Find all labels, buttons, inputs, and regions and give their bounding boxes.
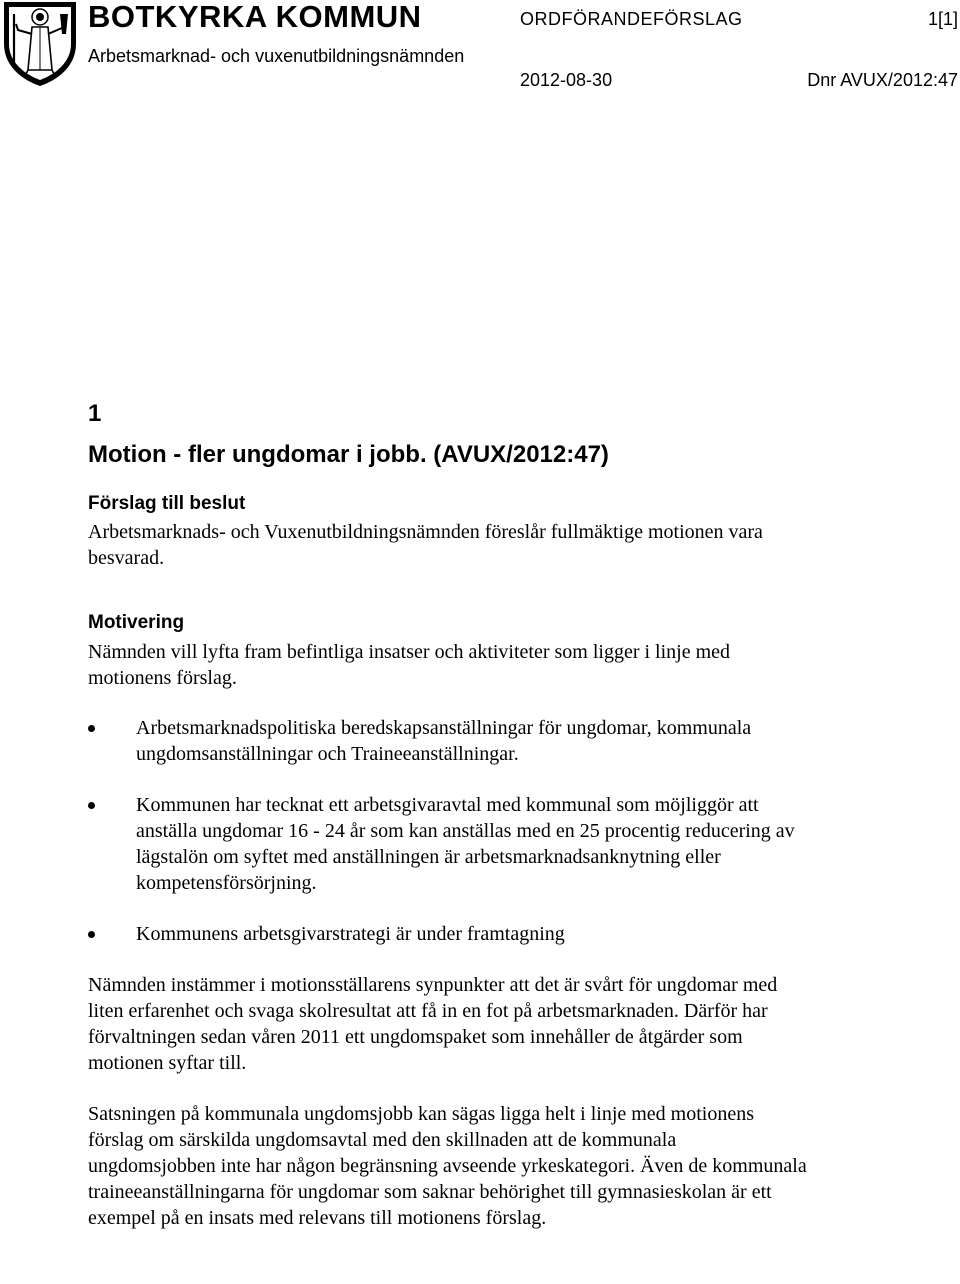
page-number: 1[1] xyxy=(927,9,958,29)
document-type: ORDFÖRANDEFÖRSLAG xyxy=(520,9,743,29)
item-title: Motion - fler ungdomar i jobb. (AVUX/2012:47) xyxy=(88,441,609,468)
item-number: 1 xyxy=(88,400,102,427)
org-name: BOTKYRKA KOMMUN xyxy=(88,0,422,34)
document-body xyxy=(88,400,808,1231)
bullet-icon xyxy=(88,931,95,938)
document-date: 2012-08-30 xyxy=(520,70,613,90)
list-item xyxy=(88,792,808,896)
proposal-heading: Förslag till beslut xyxy=(88,493,246,514)
list-item-text: Kommunen har tecknat ett arbetsgivaravtal med kommunal som möjliggör att anställa ungdomar 16 - 24 år som kan anställas med en 25 procentig reducering av lägstalön om syftet med anställningen är arbetsmarknadsanknytning eller kompetensförsörjning. xyxy=(136,794,795,894)
body-paragraph: Satsningen på kommunala ungdomsjobb kan sägas ligga helt i linje med motionens förslag om särskilda ungdomsavtal med den skillnaden att de kommunala ungdomsjobben inte har någon begränsning avseende yrkeskategori. Även de kommunala traineeanställningarna för ungdomar som saknar behörighet till gymnasieskolan är ett exempel på en insats med relevans till motionens förslag. xyxy=(88,1103,807,1229)
motivation-intro: Nämnden vill lyfta fram befintliga insatser och aktiviteter som ligger i linje med motionens förslag. xyxy=(88,641,731,689)
bullet-icon xyxy=(88,802,95,809)
motivation-heading: Motivering xyxy=(88,612,185,633)
coat-of-arms-icon xyxy=(2,0,78,88)
list-item xyxy=(88,715,808,767)
measures-list xyxy=(88,715,808,947)
list-item xyxy=(88,921,808,947)
body-paragraph: Nämnden instämmer i motionsställarens synpunkter att det är svårt för ungdomar med liten erfarenhet och svaga skolresultat att få in en fot på arbetsmarknaden. Därför har förvaltningen sedan våren 2011 ett ungdomspaket som innehåller de åtgärder som motionen syftar till. xyxy=(88,974,778,1074)
department-name: Arbetsmarknad- och vuxenutbildningsnämnden xyxy=(88,46,465,66)
proposal-text: Arbetsmarknads- och Vuxenutbildningsnämnden föreslår fullmäktige motionen vara besvarad. xyxy=(88,521,763,569)
bullet-icon xyxy=(88,725,95,732)
registration-number: Dnr AVUX/2012:47 xyxy=(807,70,958,90)
list-item-text: Kommunens arbetsgivarstrategi är under framtagning xyxy=(136,923,565,945)
list-item-text: Arbetsmarknadspolitiska beredskapsanställningar för ungdomar, kommunala ungdomsanställningar och Traineeanställningar. xyxy=(136,717,752,765)
